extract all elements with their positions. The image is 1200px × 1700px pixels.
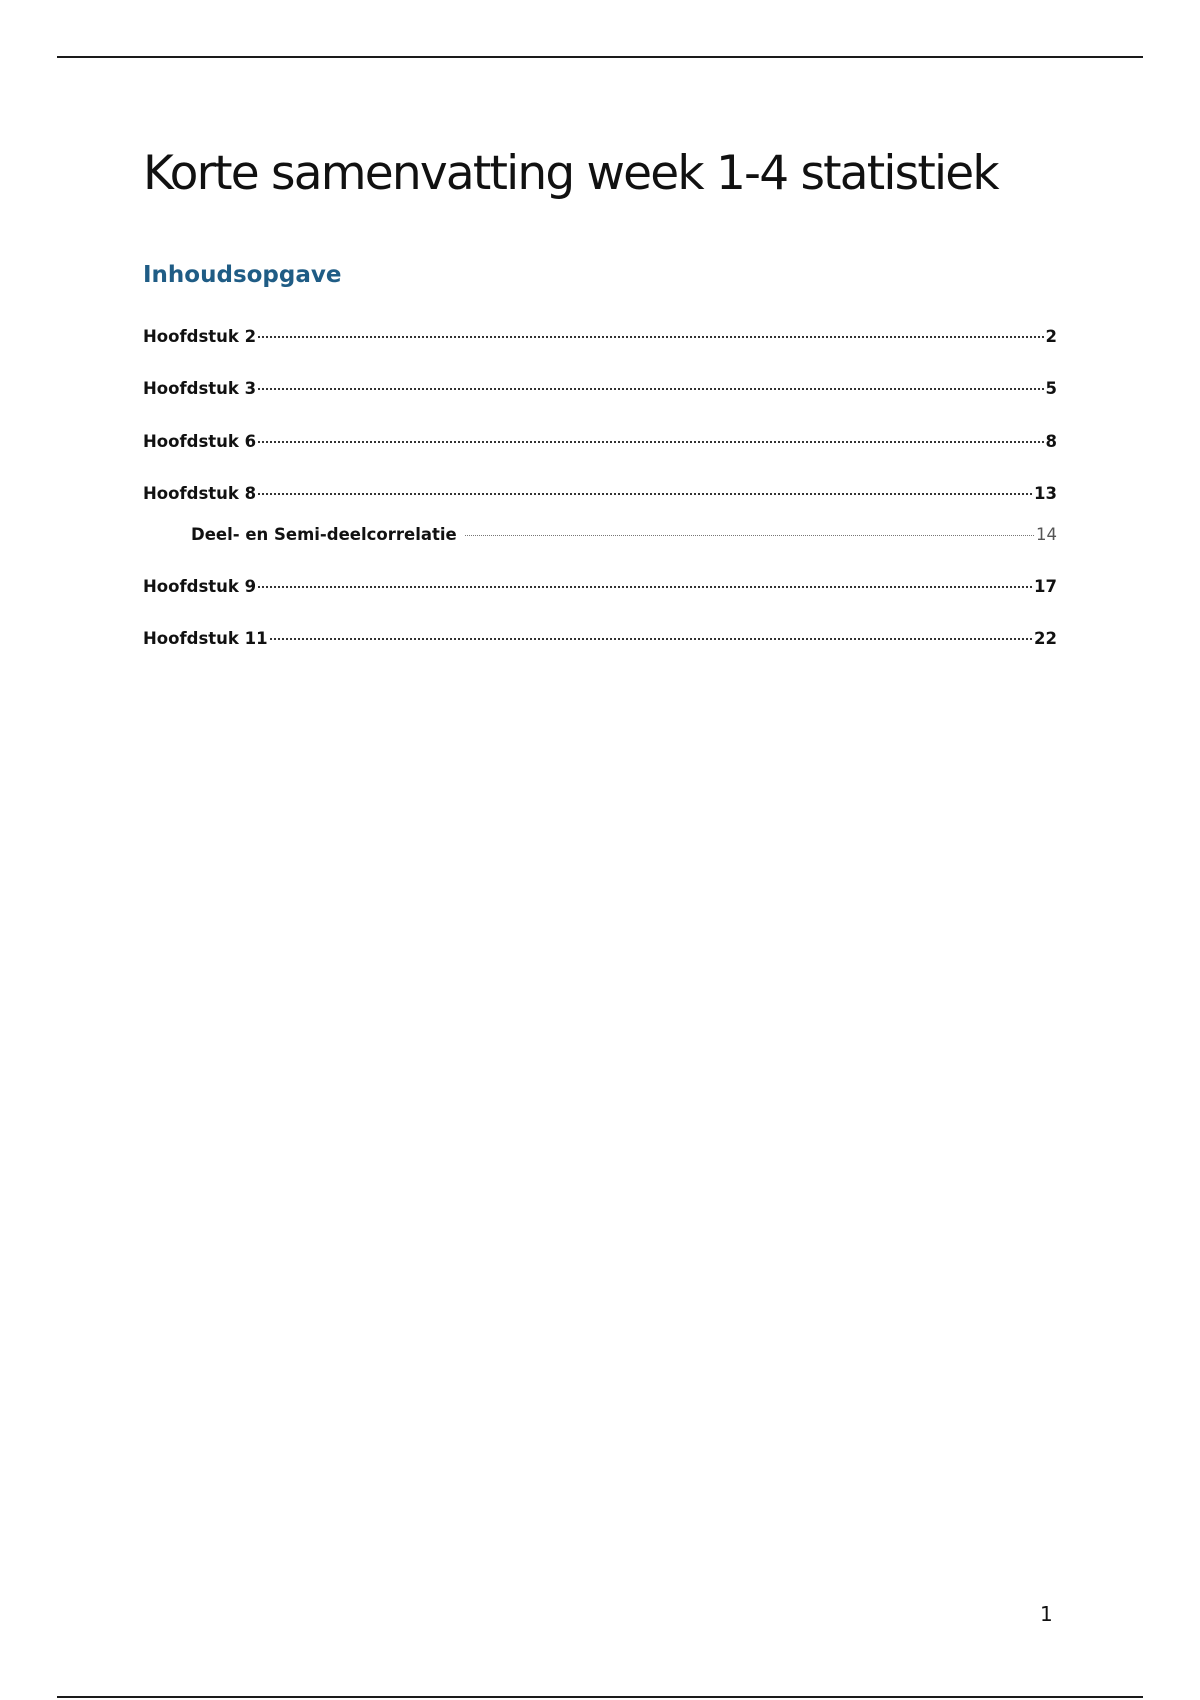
toc-dot-leader [258,586,1032,588]
toc-entry-label: Deel- en Semi-deelcorrelatie [191,525,457,544]
toc-dot-leader [258,388,1043,390]
toc-entry-label: Hoofdstuk 9 [143,577,257,596]
toc-entry-deel-en-semi-deelcorrelatie[interactable] [191,524,1057,546]
document-title: Korte samenvatting week 1-4 statistiek [143,146,998,201]
toc-dot-leader [465,535,1034,536]
footer-rule [57,1696,1143,1698]
toc-entry-label: Hoofdstuk 6 [143,432,257,451]
toc-entry-hoofdstuk-2[interactable] [143,326,1057,348]
toc-entry-hoofdstuk-9[interactable] [143,576,1057,598]
toc-heading: Inhoudsopgave [143,262,342,288]
toc-entry-page: 5 [1045,379,1057,398]
toc-dot-leader [258,493,1032,495]
page-number: 1 [1040,1602,1053,1626]
toc-entry-hoofdstuk-11[interactable] [143,628,1057,650]
toc-entry-hoofdstuk-3[interactable] [143,378,1057,400]
toc-entry-page: 2 [1045,327,1057,346]
toc-entry-label: Hoofdstuk 2 [143,327,257,346]
toc-dot-leader [258,441,1043,443]
toc-entry-page: 14 [1036,525,1057,544]
toc-entry-label: Hoofdstuk 8 [143,484,257,503]
toc-entry-hoofdstuk-8[interactable] [143,483,1057,505]
toc-dot-leader [270,638,1032,640]
toc-entry-hoofdstuk-6[interactable] [143,431,1057,453]
toc-entry-page: 22 [1034,629,1057,648]
toc-entry-label: Hoofdstuk 3 [143,379,257,398]
toc-entry-page: 17 [1034,577,1057,596]
toc-dot-leader [258,336,1043,338]
header-rule [57,56,1143,58]
toc-entry-page: 8 [1045,432,1057,451]
toc-entry-label: Hoofdstuk 11 [143,629,268,648]
toc-entry-page: 13 [1034,484,1057,503]
